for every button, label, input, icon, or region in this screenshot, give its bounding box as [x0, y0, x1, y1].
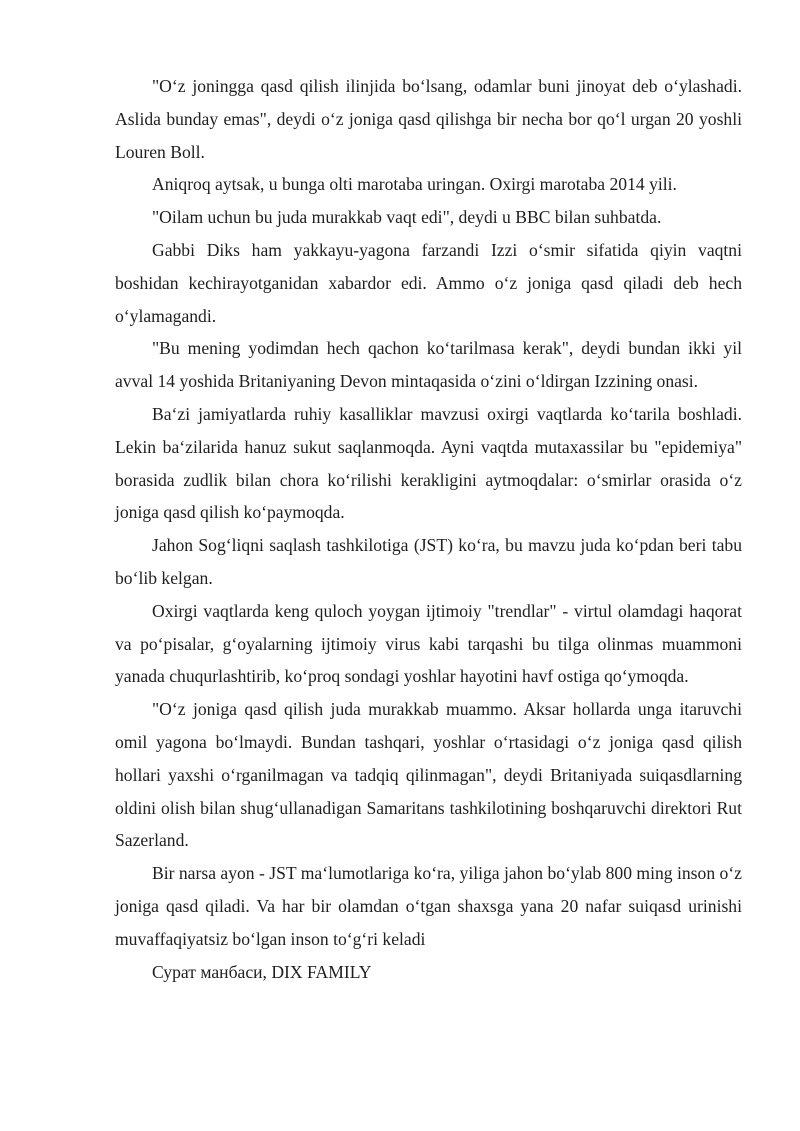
document-body [115, 70, 742, 988]
paragraph-10: Bir narsa ayon - JST ma‘lumotlariga ko‘ra, yiliga jahon bo‘ylab 800 ming inson o‘z joniga qasd qiladi. Va har bir olamdan o‘tgan shaxsga yana 20 nafar suiqasd urinishi muvaffaqiyatsiz bo‘lgan inson to‘g‘ri keladi [115, 863, 742, 949]
image-credit: Сурат манбаси, DIX FAMILY [152, 961, 372, 982]
paragraph-4: Gabbi Diks ham yakkayu-yagona farzandi Izzi o‘smir sifatida qiyin vaqtni boshidan kechirayotganidan xabardor edi. Ammo o‘z joniga qasd qiladi deb hech o‘ylamagandi. [115, 239, 742, 326]
paragraph-7: Jahon Sog‘liqni saqlash tashkilotiga (JST) ko‘ra, bu mavzu juda ko‘pdan beri tabu bo‘lib kelgan. [115, 535, 742, 588]
paragraph-8: Oxirgi vaqtlarda keng quloch yoygan ijtimoiy "trendlar" - virtul olamdagi haqorat va po‘pisalar, g‘oyalarning ijtimoiy virus kabi tarqashi bu tilga olinmas muammoni yanada chuqurlashtirib, ko‘proq sondagi yoshlar hayotini havf ostiga qo‘ymoqda. [115, 600, 742, 687]
paragraph-6: Ba‘zi jamiyatlarda ruhiy kasalliklar mavzusi oxirgi vaqtlarda ko‘tarila boshladi. Lekin ba‘zilarida hanuz sukut saqlanmoqda. Ayni vaqtda mutaxassilar bu "epidemiya" borasida zudlik bilan chora ko‘rilishi kerakligini aytmoqdalar: o‘smirlar orasida o‘z joniga qasd qilish ko‘paymoqda. [115, 403, 742, 523]
paragraph-1: "O‘z joningga qasd qilish ilinjida bo‘lsang, odamlar buni jinoyat deb o‘ylashadi. Aslida bunday emas", deydi o‘z joniga qasd qilishga bir necha bor qo‘l urgan 20 yoshli Louren Boll. [115, 76, 742, 162]
paragraph-5: "Bu mening yodimdan hech qachon ko‘tarilmasa kerak", deydi bundan ikki yil avval 14 yoshida Britaniyaning Devon mintaqasida o‘zini o‘ldirgan Izzining onasi. [115, 338, 742, 392]
paragraph-3: "Oilam uchun bu juda murakkab vaqt edi", deydi u BBC bilan suhbatda. [152, 207, 662, 228]
paragraph-2: Aniqroq aytsak, u bunga olti marotaba uringan. Oxirgi marotaba 2014 yili. [152, 174, 677, 195]
paragraph-9: "O‘z joniga qasd qilish juda murakkab muammo. Aksar hollarda unga itaruvchi omil yagona bo‘lmaydi. Bundan tashqari, yoshlar o‘rtasidagi o‘z joniga qasd qilish hollari yaxshi o‘rganilmagan va tadqiq qilinmagan", deydi Britaniyada suiqasdlarning oldini olish bilan shug‘ullanadigan Samaritans tashkilotining boshqaruvchi direktori Rut Sazerland. [115, 699, 742, 851]
